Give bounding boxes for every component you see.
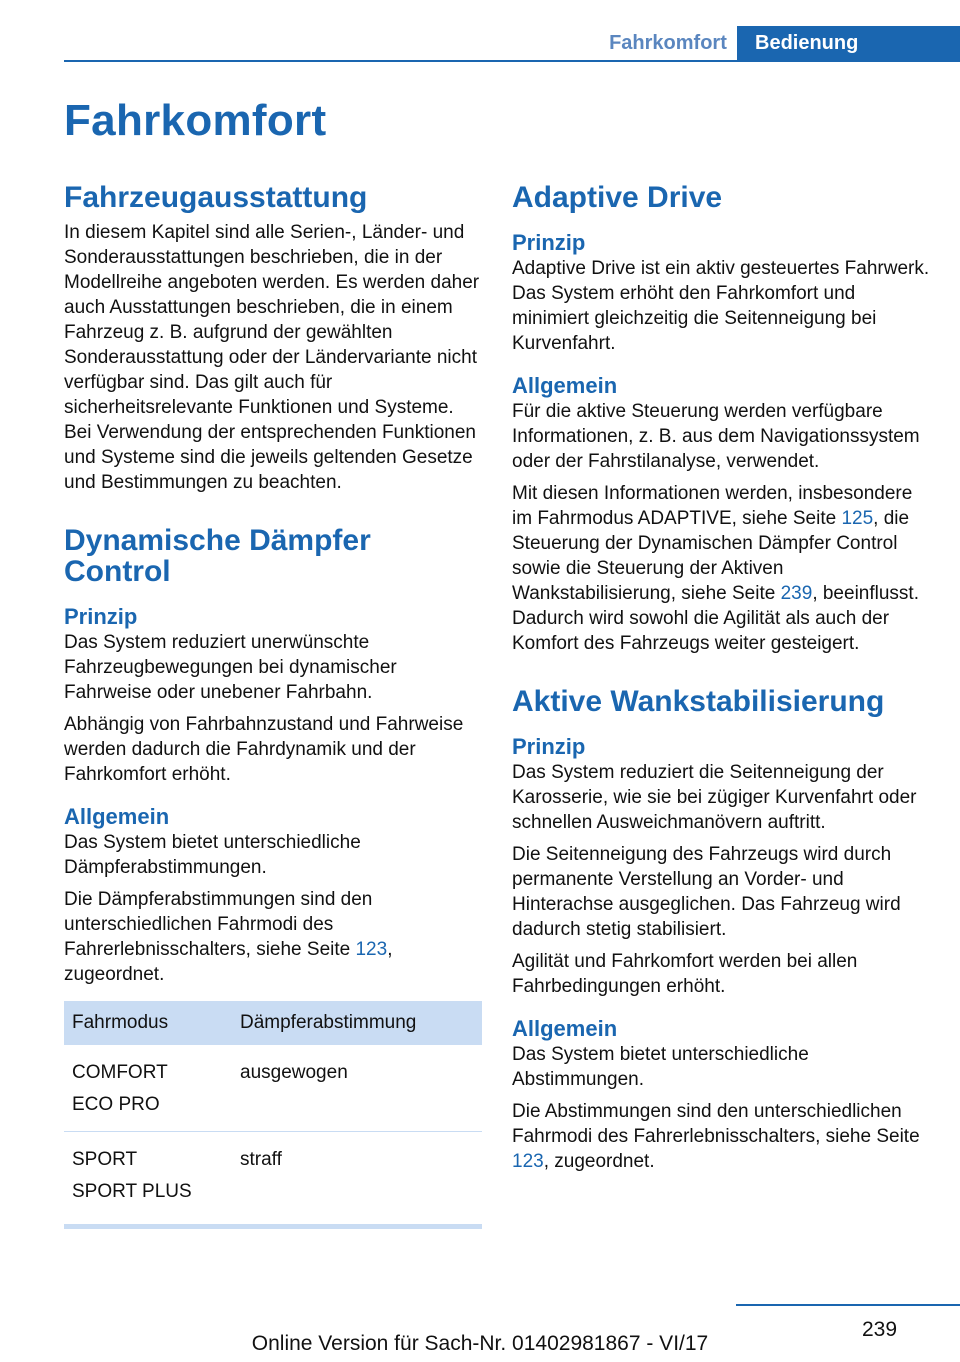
allgemein-text-2 bbox=[512, 1099, 932, 1174]
fahrzeugausstattung-text: In diesem Kapitel sind alle Serien-, Länder- und Sonderausstattungen beschrieben, die in der Modellreihe angeboten werden. Es werden daher auch Ausstattungen beschrieben, die in einem Fahrzeug z. B. aufgrund der gewählten Sonderausstattung oder der Ländervariante nicht verfügbar sind. Das gilt auch für sicherheitsrelevante Funktionen und Systeme. Bei Verwendung der entsprechenden Funktionen und Systeme sind die jeweils geltenden Gesetze und Bestimmungen zu beachten. bbox=[64, 222, 480, 493]
table-row bbox=[64, 1045, 482, 1132]
table-cell-modus bbox=[64, 1045, 232, 1132]
footer-rule bbox=[736, 1304, 960, 1306]
prinzip-text-2: Abhängig von Fahrbahnzustand und Fahrweise werden dadurch die Fahrdynamik und der Fahrkomfort erhöht. bbox=[64, 714, 464, 785]
allgemein-text-2 bbox=[512, 481, 932, 656]
page-link-125[interactable]: 125 bbox=[841, 508, 874, 529]
modus-name: ECO PRO bbox=[72, 1094, 160, 1115]
table-cell-abstimmung: ausgewogen bbox=[232, 1045, 482, 1132]
allgemein-text-2-c: , beeinflusst. Dadurch wird sowohl die Agilität als auch der Komfort des Fahrzeugs weiter gesteigert. bbox=[512, 583, 919, 654]
table-cell-modus bbox=[64, 1132, 232, 1219]
subsection-prinzip: Prinzip bbox=[512, 734, 586, 759]
right-column bbox=[512, 182, 932, 1174]
modus-name: SPORT PLUS bbox=[72, 1181, 192, 1202]
page-link-123[interactable]: 123 bbox=[512, 1151, 544, 1172]
table-cell-abstimmung: straff bbox=[240, 1149, 282, 1170]
page-number: 239 bbox=[862, 1318, 898, 1341]
table-bottom-rule bbox=[64, 1224, 482, 1229]
allgemein-text: Das System bietet unterschiedliche Dämpferabstimmungen. bbox=[64, 832, 361, 878]
allgemein-text-2 bbox=[64, 887, 482, 987]
page-link-239[interactable]: 239 bbox=[780, 583, 813, 604]
section-title-aktive-wankstabilisierung: Aktive Wankstabilisierung bbox=[512, 685, 885, 718]
subsection-allgemein: Allgemein bbox=[64, 804, 170, 829]
page-link-123[interactable]: 123 bbox=[355, 939, 388, 960]
table-header-daempferabstimmung: Dämpferabstimmung bbox=[232, 1001, 482, 1045]
allgemein-text-2-b: , zugeordnet. bbox=[543, 1151, 655, 1172]
section-title-fahrzeugausstattung: Fahrzeugausstattung bbox=[64, 181, 368, 214]
section-title-dynamische-daempfer: Dynamische Dämpfer Control bbox=[64, 524, 371, 588]
header-tab-section[interactable]: Fahrkomfort bbox=[609, 32, 727, 54]
page-title: Fahrkomfort bbox=[64, 96, 327, 145]
prinzip-text: Das System reduziert unerwünschte Fahrzeugbewegungen bei dynamischer Fahrweise oder unebener Fahrbahn. bbox=[64, 632, 397, 703]
modus-name: SPORT bbox=[72, 1149, 138, 1170]
allgemein-text-2-b: , die Steuerung der Dynamischen Dämpfer Control sowie die Steuerung der Aktiven Wankstabilisierung, siehe Seite bbox=[512, 508, 910, 604]
allgemein-text: Für die aktive Steuerung werden verfügbare Informationen, z. B. aus dem Navigationssystem oder der Fahrstilanalyse, verwendet. bbox=[512, 401, 920, 472]
daempfer-table bbox=[64, 1001, 482, 1218]
header-rule bbox=[64, 60, 960, 62]
subsection-allgemein: Allgemein bbox=[512, 1016, 618, 1041]
prinzip-text-2: Die Seitenneigung des Fahrzeugs wird durch permanente Verstellung an Vorder- und Hinterachse ausgeglichen. Das Fahrzeug wird dadurch stetig stabilisiert. bbox=[512, 844, 901, 940]
prinzip-text-3: Agilität und Fahrkomfort werden bei allen Fahrbedingungen erhöht. bbox=[512, 951, 858, 997]
footer-text: Online Version für Sach-Nr. 01402981867 - VI/17 bbox=[251, 1332, 709, 1355]
subsection-prinzip: Prinzip bbox=[64, 604, 138, 629]
left-column bbox=[64, 182, 482, 1229]
allgemein-text-2-a: Die Abstimmungen sind den unterschiedlichen Fahrmodi des Fahrerlebnisschalters, siehe Seite bbox=[512, 1101, 920, 1147]
allgemein-text-2-a: Die Dämpferabstimmungen sind den unterschiedlichen Fahrmodi des Fahrerlebnisschalters, siehe Seite bbox=[64, 889, 373, 960]
allgemein-text-2-b: , zugeordnet. bbox=[64, 939, 393, 985]
subsection-allgemein: Allgemein bbox=[512, 373, 618, 398]
header-tab-active[interactable]: Bedienung bbox=[737, 26, 960, 60]
table-row bbox=[64, 1132, 482, 1219]
allgemein-text-2-a: Mit diesen Informationen werden, insbesondere im Fahrmodus ADAPTIVE, siehe Seite bbox=[512, 483, 913, 529]
allgemein-text: Das System bietet unterschiedliche Abstimmungen. bbox=[512, 1044, 809, 1090]
section-title-adaptive-drive: Adaptive Drive bbox=[512, 181, 723, 214]
table-header-fahrmodus: Fahrmodus bbox=[64, 1001, 232, 1045]
modus-name: COMFORT bbox=[72, 1062, 168, 1083]
subsection-prinzip: Prinzip bbox=[512, 230, 586, 255]
prinzip-text: Das System reduziert die Seitenneigung der Karosserie, wie sie bei zügiger Kurvenfahrt oder schnellen Ausweichmanövern auftritt. bbox=[512, 762, 917, 833]
prinzip-text: Adaptive Drive ist ein aktiv gesteuertes Fahrwerk. Das System erhöht den Fahrkomfort und minimiert gleichzeitig die Seitenneigung bei Kurvenfahrt. bbox=[512, 258, 930, 354]
